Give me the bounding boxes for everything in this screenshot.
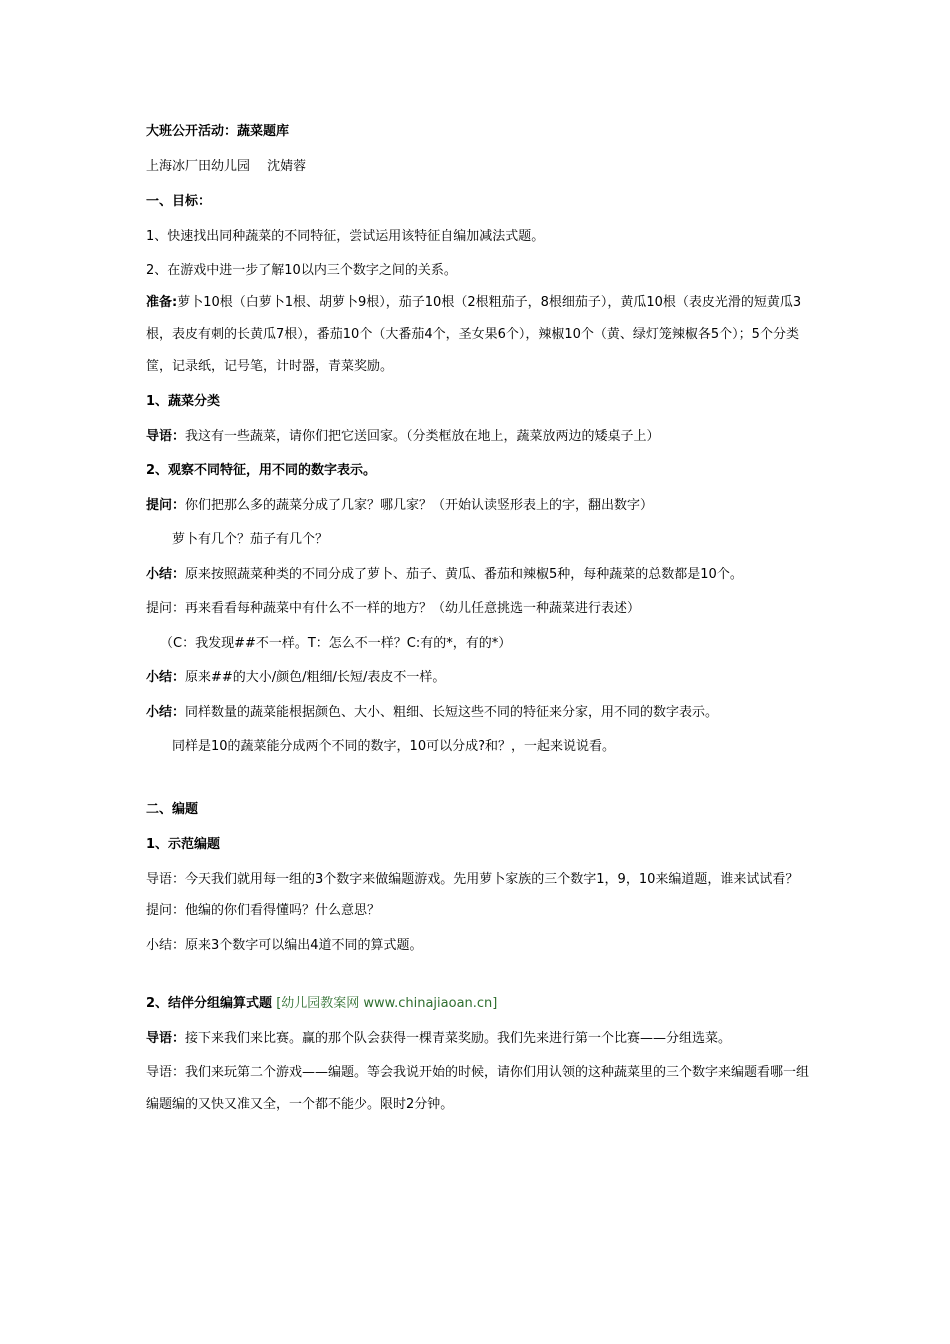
summary-text: 原来按照蔬菜种类的不同分成了萝卜、茄子、黄瓜、番茄和辣椒5种，每种蔬菜的总数都是10个。 <box>185 567 743 582</box>
website-link[interactable]: [幼儿园教案网 www.chinajiaoan.cn] <box>276 996 498 1011</box>
guide-label: 导语： <box>146 1031 186 1046</box>
goal-1: 1、快速找出同种蔬菜的不同特征，尝试运用该特征自编加减法式题。 <box>146 229 545 244</box>
part-2-section-2-heading: 2、结伴分组编算式题 <box>146 996 273 1011</box>
preparation-paragraph <box>146 287 811 383</box>
part-2-section-2-guide-1 <box>146 1029 811 1049</box>
doc-author: 上海冰厂田幼儿园 沈婧蓉 <box>146 159 307 174</box>
summary-1 <box>146 565 811 585</box>
summary-2 <box>146 668 811 688</box>
part-2-section-2-heading-line <box>146 994 811 1014</box>
part-2-section-2-guide-2: 导语：我们来玩第二个游戏——编题。等会我说开始的时候，请你们用认领的这种蔬菜里的三个数字来编题看哪一组编题编的又快又准又全，一个都不能少。限时2分钟。 <box>146 1065 810 1112</box>
part-2-heading: 二、编题 <box>146 802 199 817</box>
question-text: 你们把那么多的蔬菜分成了几家？哪几家？（开始认读竖形表上的字，翻出数字） <box>185 498 654 513</box>
summary-label: 小结： <box>146 705 186 720</box>
question-label: 提问： <box>146 498 186 513</box>
guide-text: 我这有一些蔬菜，请你们把它送回家。（分类框放在地上，蔬菜放两边的矮桌子上） <box>185 429 660 444</box>
guide-text: 接下来我们来比赛。赢的那个队会获得一棵青菜奖励。我们先来进行第一个比赛——分组选菜。 <box>185 1031 732 1046</box>
document-body <box>146 122 811 1121</box>
summary-3 <box>146 703 811 723</box>
dialogue-example: （C：我发现##不一样。T：怎么不一样？C:有的*，有的*） <box>160 636 512 651</box>
summary-label: 小结： <box>146 670 186 685</box>
section-1-heading: 1、蔬菜分类 <box>146 394 221 409</box>
summary-text: 原来##的大小/颜色/粗细/长短/表皮不一样。 <box>185 670 446 685</box>
question-2: 提问：再来看看每种蔬菜中有什么不一样的地方？（幼儿任意挑选一种蔬菜进行表述） <box>146 601 641 616</box>
summary-3-follow: 同样是10的蔬菜能分成两个不同的数字，10可以分成?和？，一起来说说看。 <box>172 739 615 754</box>
summary-label: 小结： <box>146 567 186 582</box>
summary-text: 同样数量的蔬菜能根据颜色、大小、粗细、长短这些不同的特征来分家，用不同的数字表示。 <box>185 705 719 720</box>
guide-label: 导语： <box>146 429 186 444</box>
goals-heading: 一、目标： <box>146 194 212 209</box>
prep-text: 萝卜10根（白萝卜1根、胡萝卜9根），茄子10根（2根粗茄子，8根细茄子），黄瓜10根（表皮光滑的短黄瓜3根，表皮有刺的长黄瓜7根），番茄10个（大番茄4个，圣女果6个），辣椒10个（黄、绿灯笼辣椒各5个）；5个分类筐，记录纸，记号笔，计时器，青菜奖励。 <box>146 295 802 374</box>
question-1-follow: 萝卜有几个？茄子有几个？ <box>172 532 329 547</box>
question-1 <box>146 496 811 516</box>
part-2-section-1-guide: 导语：今天我们就用每一组的3个数字来做编题游戏。先用萝卜家族的三个数字1，9，10来编道题，谁来试试看？ <box>146 872 799 887</box>
part-2-section-1-summary: 小结：原来3个数字可以编出4道不同的算式题。 <box>146 938 423 953</box>
part-2-section-1-heading: 1、示范编题 <box>146 837 221 852</box>
prep-label: 准备: <box>146 295 178 310</box>
section-2-heading: 2、观察不同特征，用不同的数字表示。 <box>146 463 377 478</box>
section-1-guide <box>146 427 811 447</box>
part-2-section-1-question: 提问：他编的你们看得懂吗？什么意思？ <box>146 903 381 918</box>
goal-2: 2、在游戏中进一步了解10以内三个数字之间的关系。 <box>146 263 457 278</box>
doc-title: 大班公开活动：蔬菜题库 <box>146 124 290 139</box>
